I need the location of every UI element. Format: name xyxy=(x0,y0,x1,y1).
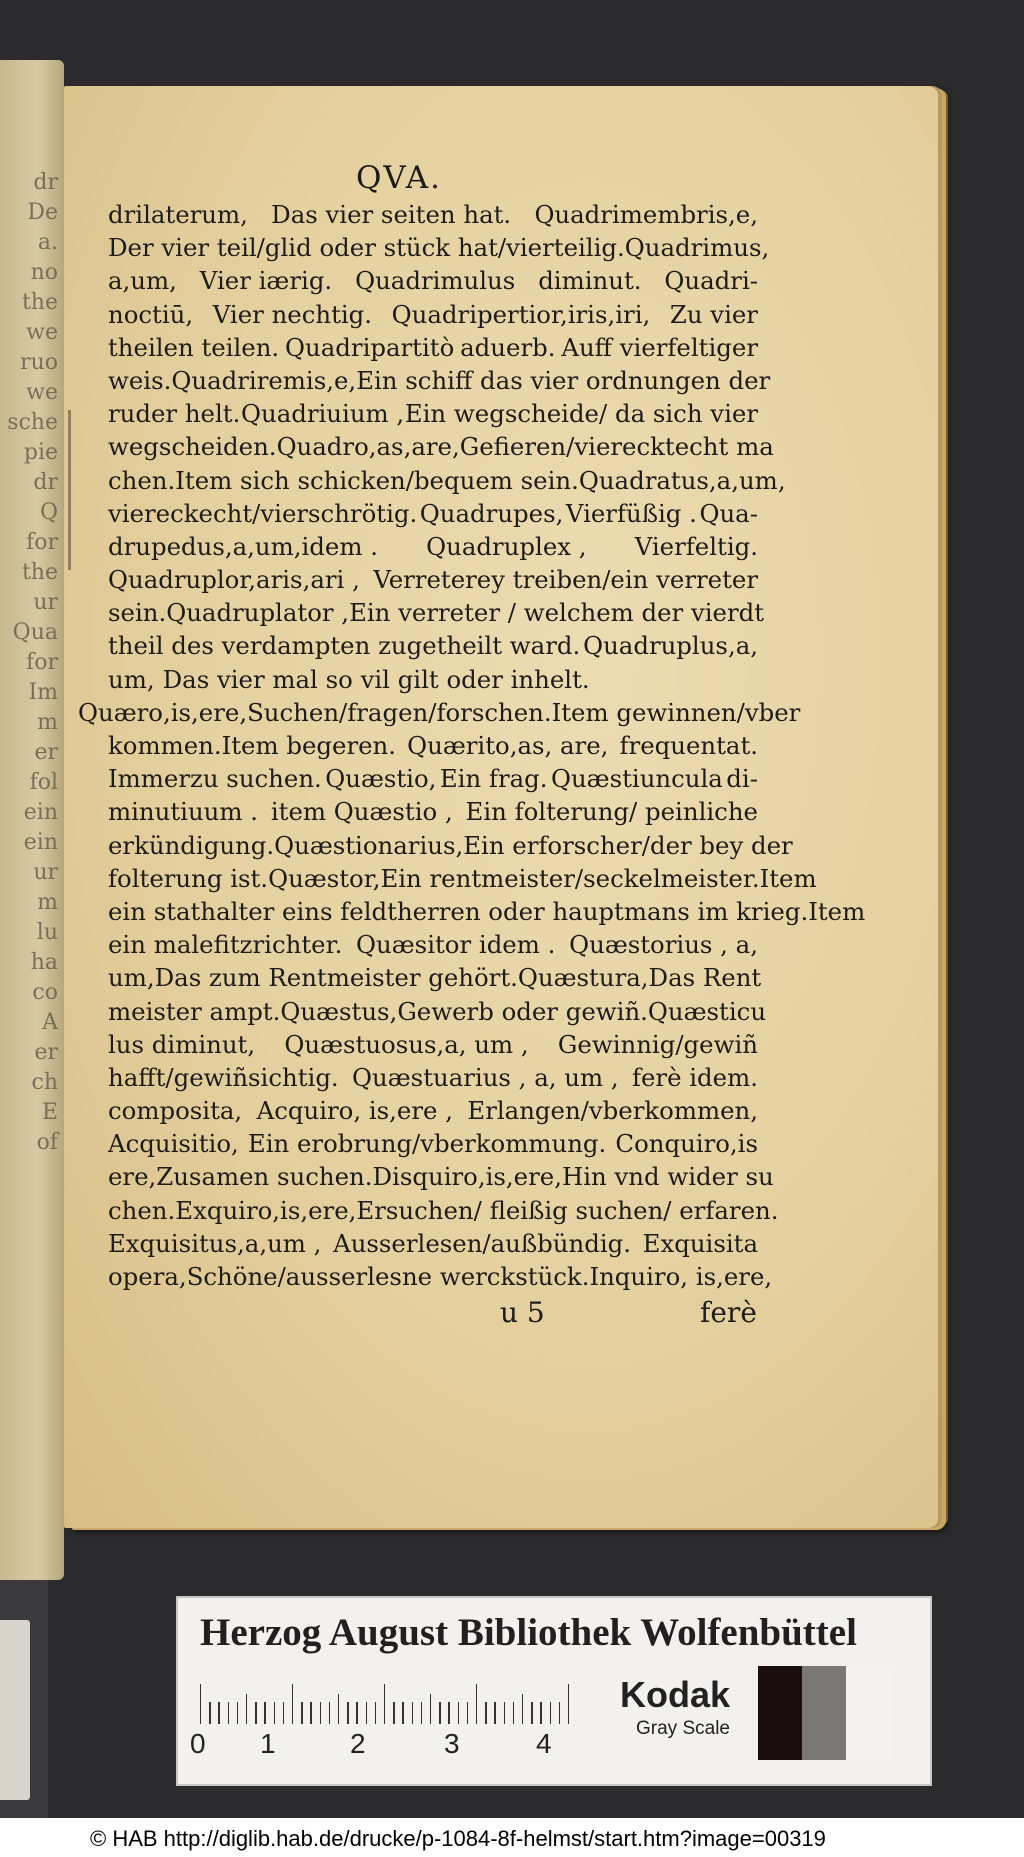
ruler-tick xyxy=(218,1702,219,1724)
text-line xyxy=(108,1260,773,1293)
ruler-label-1: 1 xyxy=(260,1728,276,1759)
text-segment: Das vier seiten hat. xyxy=(271,200,512,229)
ruler-tick xyxy=(347,1702,348,1724)
ruler-tick xyxy=(329,1702,330,1724)
text-segment: Inquiro, is,ere, xyxy=(589,1262,773,1291)
text-line xyxy=(108,298,758,331)
text-segment: Quæstus, xyxy=(280,996,398,1026)
text-segment: Quæsitor idem . xyxy=(356,930,556,960)
shelf-label xyxy=(0,1620,30,1800)
adjacent-page-fragment: sche xyxy=(7,410,58,435)
text-segment: sein. xyxy=(108,598,167,628)
ruler-tick xyxy=(356,1702,357,1724)
ruler-tick xyxy=(485,1702,486,1724)
ruler-tick xyxy=(320,1702,321,1724)
adjacent-page-fragment: dr xyxy=(33,170,58,195)
text-segment: Zu vier xyxy=(669,299,758,329)
text-line xyxy=(108,331,758,364)
text-segment: Der vier teil/glid oder stück hat/vierteilig. xyxy=(108,233,625,263)
text-segment: Vier nechtig. xyxy=(212,299,373,329)
text-line xyxy=(108,1127,758,1160)
text-segment: Quadruplor,aris,ari , xyxy=(108,565,360,595)
footer-citation: © HAB http://diglib.hab.de/drucke/p-1084-8f-helmst/start.htm?image=00319 xyxy=(90,1826,826,1851)
text-segment: Vierfüßig . xyxy=(565,498,697,528)
ruler-tick xyxy=(228,1702,229,1724)
text-segment: Das vier mal so vil gilt oder inhelt. xyxy=(162,664,590,694)
ruler-label-3: 3 xyxy=(444,1728,460,1759)
text-segment: lus diminut, xyxy=(108,1029,256,1059)
text-line xyxy=(108,530,758,563)
text-segment: Hin vnd wider su xyxy=(561,1162,774,1192)
ruler-tick xyxy=(375,1702,376,1724)
text-segment: Ein verreter / welchem der vierdt xyxy=(349,598,765,628)
text-segment: Ein frag. xyxy=(439,764,548,794)
kodak-logo: Kodak xyxy=(620,1674,731,1715)
ruler-tick xyxy=(540,1702,541,1724)
text-segment: Quæstura, xyxy=(517,963,649,993)
ruler-tick xyxy=(513,1702,514,1724)
ruler-tick xyxy=(559,1702,560,1724)
adjacent-page-fragment: we xyxy=(26,320,58,345)
ruler-tick xyxy=(384,1684,385,1724)
ruler-tick xyxy=(274,1702,275,1724)
text-segment: Conquiro,is xyxy=(615,1129,758,1159)
ruler-tick xyxy=(421,1702,422,1724)
ruler-tick xyxy=(467,1702,468,1724)
ruler-tick xyxy=(209,1702,210,1724)
color-chart-card xyxy=(176,1596,932,1786)
text-segment: drupedus,a,um,idem . xyxy=(108,531,378,561)
text-segment: meister ampt. xyxy=(108,996,281,1026)
text-segment: ferè idem. xyxy=(631,1062,758,1092)
adjacent-page-fragment: m xyxy=(37,710,58,735)
text-line xyxy=(108,1028,758,1061)
adjacent-page-fragment: er xyxy=(34,1040,58,1065)
ruler-tick xyxy=(448,1702,449,1724)
text-segment: Quadriuium , xyxy=(240,399,405,429)
text-segment: Ein erforscher/der bey der xyxy=(463,830,793,860)
text-segment: Acquisitio, xyxy=(108,1129,239,1159)
text-segment: theilen teilen. xyxy=(108,332,280,362)
gray-scale-label: Gray Scale xyxy=(636,1718,730,1739)
text-segment: Das zum Rentmeister gehört. xyxy=(154,963,518,993)
ruler-tick xyxy=(402,1702,403,1724)
ruler-label-0: 0 xyxy=(190,1728,206,1759)
text-segment: Ein wegscheide/ da sich vier xyxy=(404,399,758,429)
adjacent-page-fragment: ha xyxy=(30,950,58,975)
text-segment: drilaterum, xyxy=(108,200,248,229)
text-line xyxy=(108,264,758,297)
text-segment: Gewerb oder gewiñ. xyxy=(397,996,648,1026)
text-segment: ere, xyxy=(108,1162,157,1192)
text-segment: diminut. xyxy=(538,266,642,296)
text-line xyxy=(108,563,758,596)
text-segment: folterung ist. xyxy=(108,863,269,893)
text-segment: Zusamen suchen. xyxy=(156,1162,373,1192)
ruler-label-2: 2 xyxy=(350,1728,366,1759)
adjacent-page-fragment: er xyxy=(34,740,58,765)
adjacent-page-fragment: of xyxy=(36,1130,58,1155)
text-segment: Disquiro,is,ere, xyxy=(372,1162,562,1192)
text-segment: um, xyxy=(108,963,155,993)
text-segment: Exquisita xyxy=(642,1228,758,1258)
adjacent-page-fragment: co xyxy=(32,980,58,1005)
ruler-tick xyxy=(412,1702,413,1724)
text-segment: Qua- xyxy=(699,498,758,528)
text-segment: chen.Item sich schicken/bequem sein. xyxy=(108,465,579,495)
swatch-gray xyxy=(802,1666,846,1760)
text-segment: Verreterey treiben/ein verreter xyxy=(373,565,758,595)
adjacent-page-fragment: for xyxy=(26,650,58,675)
text-segment: di- xyxy=(726,764,758,794)
text-line xyxy=(108,862,817,895)
text-line xyxy=(108,1094,758,1127)
text-segment: composita, xyxy=(108,1096,243,1126)
adjacent-page-fragment: for xyxy=(26,530,58,555)
text-segment: Ein rentmeister/seckelmeister.Item xyxy=(380,863,817,893)
text-segment: ein malefitzrichter. xyxy=(108,930,343,960)
library-name: Herzog August Bibliothek Wolfenbüttel xyxy=(200,1611,857,1654)
text-segment: Gefieren/vierecktecht ma xyxy=(459,432,774,462)
text-segment: Vierfeltig. xyxy=(634,531,758,561)
text-segment: Quadripertior,iris,iri, xyxy=(391,299,651,329)
text-segment: item Quæstio , xyxy=(270,797,453,827)
adjacent-page-fragment: ruo xyxy=(20,350,58,375)
ruler-tick xyxy=(476,1684,477,1724)
text-segment: Ein erobrung/vberkommung. xyxy=(247,1129,607,1159)
text-line xyxy=(108,1061,758,1094)
adjacent-page-fragment: we xyxy=(26,380,58,405)
text-segment: Quæstio, xyxy=(325,764,437,794)
text-line xyxy=(108,497,758,530)
text-segment: Gewinnig/gewiñ xyxy=(557,1029,758,1059)
text-segment: Das Rent xyxy=(648,963,762,993)
text-segment: Ausserlesen/außbündig. xyxy=(333,1228,631,1258)
text-line xyxy=(108,928,758,961)
text-segment: Suchen/fragen/forschen.Item gewinnen/vber xyxy=(247,697,801,727)
text-segment: Exquiro,is,ere, xyxy=(175,1195,357,1225)
text-segment: Quadriremis,e, xyxy=(171,365,357,395)
adjacent-page-fragment: dr xyxy=(33,470,58,495)
text-segment: ruder helt. xyxy=(108,399,241,429)
ruler-tick xyxy=(393,1702,394,1724)
adjacent-page-fragment: ur xyxy=(33,590,58,615)
text-line xyxy=(108,397,758,430)
text-segment: opera, xyxy=(108,1262,187,1291)
text-segment: Quæstorius , a, xyxy=(569,930,758,960)
text-segment: kommen.Item begeren. xyxy=(108,731,397,760)
text-segment: chen. xyxy=(108,1195,176,1225)
adjacent-page-fragment: ein xyxy=(23,800,58,825)
text-segment: Quadrupes, xyxy=(419,498,564,528)
ruler-tick xyxy=(504,1702,505,1724)
ruler-tick xyxy=(430,1694,431,1724)
text-segment: Ein schiff das vier ordnungen der xyxy=(356,365,771,395)
text-segment: Quadro,as,are, xyxy=(276,432,460,462)
text-segment: Erlangen/vberkommen, xyxy=(467,1096,758,1126)
text-segment: Quæsticu xyxy=(647,996,767,1026)
text-segment: Vier iærig. xyxy=(199,266,333,296)
ruler-tick xyxy=(439,1702,440,1724)
text-segment: weis. xyxy=(108,365,172,395)
text-segment: Ein folterung/ peinliche xyxy=(465,797,758,827)
text-line xyxy=(108,430,774,463)
text-segment: frequentat. xyxy=(619,731,758,760)
text-segment: Quæstuosus,a, um , xyxy=(284,1029,529,1059)
text-segment: aduerb. xyxy=(460,332,556,362)
adjacent-page xyxy=(0,60,64,1580)
ruler-tick xyxy=(283,1702,284,1724)
ruler-tick xyxy=(301,1702,302,1724)
adjacent-page-fragment: A xyxy=(42,1010,58,1035)
text-line xyxy=(108,198,758,231)
ruler-tick xyxy=(531,1702,532,1724)
text-line xyxy=(108,762,758,795)
ruler-label-4: 4 xyxy=(536,1728,552,1759)
adjacent-page-fragment: ch xyxy=(31,1070,58,1095)
adjacent-page-fragment: fol xyxy=(29,770,58,795)
ruler-tick xyxy=(568,1684,569,1724)
swatch-white xyxy=(846,1666,892,1760)
text-segment: minutiuum . xyxy=(108,797,259,827)
text-line xyxy=(108,364,771,397)
text-segment: Quadratus,a,um, xyxy=(578,465,786,495)
adjacent-page-fragment: lu xyxy=(36,920,58,945)
text-line xyxy=(108,961,762,994)
text-line xyxy=(108,895,866,928)
ruler-tick xyxy=(200,1684,201,1724)
swatch-black xyxy=(758,1666,802,1760)
text-segment: Ersuchen/ fleißig suchen/ erfaren. xyxy=(356,1195,779,1225)
text-segment: Quæstiuncula xyxy=(550,764,723,794)
ruler-tick xyxy=(292,1684,293,1724)
text-segment: erkündigung. xyxy=(108,830,275,860)
text-line xyxy=(108,596,765,629)
adjacent-page-fragment: De xyxy=(27,200,58,225)
text-line xyxy=(108,1227,758,1260)
adjacent-page-fragment: Im xyxy=(28,680,58,705)
text-segment: Quadruplus,a, xyxy=(583,631,758,661)
text-segment: viereckecht/vierschrötig. xyxy=(108,498,418,528)
text-segment: Quadrimus, xyxy=(624,233,770,263)
text-segment: Quadruplator , xyxy=(166,598,350,628)
text-segment: Quadrimembris,e, xyxy=(534,200,758,229)
text-segment: Quadri- xyxy=(664,266,758,296)
text-segment: hafft/gewiñsichtig. xyxy=(108,1062,339,1092)
text-segment: Quadrimulus xyxy=(355,266,516,296)
adjacent-page-fragment: Qua xyxy=(12,620,58,645)
text-segment: Quæstuarius , a, um , xyxy=(352,1062,619,1092)
page-text xyxy=(78,198,866,1293)
ruler-tick xyxy=(522,1694,523,1724)
text-line xyxy=(108,795,758,828)
text-segment: Quæstor, xyxy=(268,863,381,893)
catchword: ferè xyxy=(700,1296,757,1329)
text-segment: Quæstionarius, xyxy=(274,830,464,860)
margin-mark xyxy=(68,410,71,570)
adjacent-page-fragment: ur xyxy=(33,860,58,885)
ruler-tick xyxy=(246,1694,247,1724)
text-segment: noctiū, xyxy=(108,299,194,329)
text-line xyxy=(108,629,758,662)
adjacent-page-fragment: Q xyxy=(39,500,58,525)
text-segment: wegscheiden. xyxy=(108,432,277,462)
ruler-tick xyxy=(264,1702,265,1724)
adjacent-page-fragment: ein xyxy=(23,830,58,855)
text-segment: Auff vierfeltiger xyxy=(561,332,758,362)
adjacent-page-fragment: a. xyxy=(37,230,58,255)
adjacent-page-fragment: pie xyxy=(23,440,58,465)
text-segment: Schöne/ausserlesne werckstück. xyxy=(186,1262,590,1291)
text-segment: ein stathalter eins feldtherren oder hauptmans im krieg.Item xyxy=(108,896,866,926)
text-line xyxy=(108,995,767,1028)
ruler-tick xyxy=(338,1694,339,1724)
adjacent-page-fragment: m xyxy=(37,890,58,915)
adjacent-page-fragment: no xyxy=(30,260,58,285)
text-segment: a,um, xyxy=(108,266,177,296)
ruler-tick xyxy=(458,1702,459,1724)
text-segment: theil des verdampten zugetheilt ward. xyxy=(108,631,581,661)
text-segment: Acquiro, is,ere , xyxy=(256,1096,453,1126)
text-segment: Quadripartitò xyxy=(285,332,455,362)
text-line xyxy=(108,663,758,696)
text-line xyxy=(108,829,793,862)
text-line xyxy=(108,729,758,762)
text-line xyxy=(108,1194,779,1227)
text-segment: um, xyxy=(108,664,155,694)
text-segment: Quæro,is,ere, xyxy=(78,697,248,727)
text-segment: Quærito,as, are, xyxy=(407,731,609,760)
ruler-tick xyxy=(237,1702,238,1724)
text-segment: Exquisitus,a,um , xyxy=(108,1228,322,1258)
text-line xyxy=(108,1160,774,1193)
adjacent-page-fragment: the xyxy=(21,560,58,585)
ruler-tick xyxy=(366,1702,367,1724)
text-line xyxy=(78,696,801,729)
ruler-tick xyxy=(310,1702,311,1724)
signature-text: u 5 xyxy=(500,1296,545,1329)
text-line xyxy=(108,231,770,264)
text-segment: Immerzu suchen. xyxy=(108,764,322,794)
text-line xyxy=(108,464,786,497)
scale-ruler xyxy=(200,1684,590,1724)
ruler-tick xyxy=(255,1702,256,1724)
ruler-tick xyxy=(550,1702,551,1724)
adjacent-page-fragment: E xyxy=(41,1100,58,1125)
ruler-tick xyxy=(494,1702,495,1724)
running-header: QVA. xyxy=(356,160,442,196)
text-segment: Quadruplex , xyxy=(426,531,587,561)
adjacent-page-fragment: the xyxy=(21,290,58,315)
